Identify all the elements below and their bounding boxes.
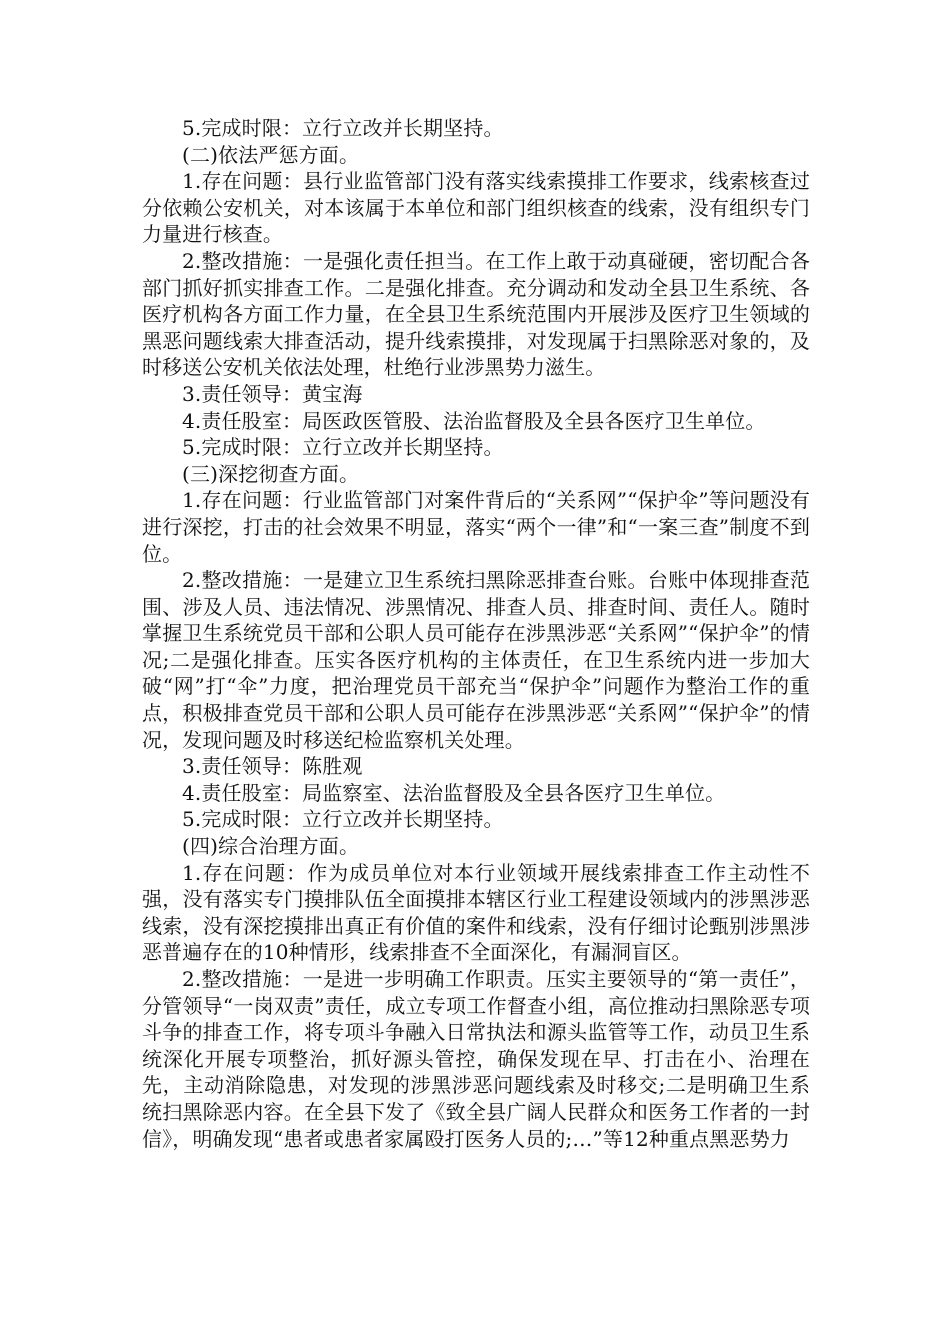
problem-item: 1.存在问题：作为成员单位对本行业领域开展线索排查工作主动性不强，没有落实专门摸排队伍全面摸排本辖区行业工程建设领域内的涉黑涉恶线索，没有深挖摸排出真正有价值的案件和线索，没有仔细讨论甄别涉黑涉恶普遍存在的10种情形，线索排查不全面深化，有漏洞盲区。 [142,860,810,965]
deadline-item: 5.完成时限：立行立改并长期坚持。 [182,807,504,832]
leader-item: 3.责任领导：黄宝海 [182,381,363,406]
measures-item: 2.整改措施：一是进一步明确工作职责。压实主要领导的“第一责任”，分管领导“一岗双责”责任，成立专项工作督查小组，高位推动扫黑除恶专项斗争的排查工作，将专项斗争融入日常执法和源头监管等工作，动员卫生系统深化开展专项整治，抓好源头管控，确保发现在早、打击在小、治理在先，主动消除隐患，对发现的涉黑涉恶问题线索及时移交;二是明确卫生系统扫黑除恶内容。在全县下发了《致全县广阔人民群众和医务工作者的一封信》，明确发现“患者或患者家属殴打医务人员的;…”等12种重点黑恶势力 [142,967,810,1151]
deadline-item: 5.完成时限：立行立改并长期坚持。 [182,435,504,460]
department-item: 4.责任股室：局医政医管股、法治监督股及全县各医疗卫生单位。 [182,408,766,433]
document-body [142,115,810,1152]
section-heading-strict-punishment: (二)依法严惩方面。 [182,142,360,167]
problem-item: 1.存在问题：县行业监管部门没有落实线索摸排工作要求，线索核查过分依赖公安机关，对本该属于本单位和部门组织核查的线索，没有组织专门力量进行核查。 [142,169,810,247]
measures-item: 2.整改措施：一是建立卫生系统扫黑除恶排查台账。台账中体现排查范围、涉及人员、违法情况、涉黑情况、排查人员、排查时间、责任人。随时掌握卫生系统党员干部和公职人员可能存在涉黑涉恶“关系网”“保护伞”的情况;二是强化排查。压实各医疗机构的主体责任，在卫生系统内进一步加大破“网”打“伞”力度，把治理党员干部充当“保护伞”问题作为整治工作的重点，积极排查党员干部和公职人员可能存在涉黑涉恶“关系网”“保护伞”的情况，发现问题及时移送纪检监察机关处理。 [142,568,810,752]
leader-item: 3.责任领导：陈胜观 [182,754,363,779]
measures-item: 2.整改措施：一是强化责任担当。在工作上敢于动真碰硬，密切配合各部门抓好抓实排查工作。二是强化排查。充分调动和发动全县卫生系统、各医疗机构各方面工作力量，在全县卫生系统范围内开展涉及医疗卫生领域的黑恶问题线索大排查活动，提升线索摸排，对发现属于扫黑除恶对象的，及时移送公安机关依法处理，杜绝行业涉黑势力滋生。 [142,248,810,380]
deadline-item: 5.完成时限：立行立改并长期坚持。 [182,116,504,140]
section-heading-comprehensive-governance: (四)综合治理方面。 [182,834,360,859]
section-heading-deep-investigation: (三)深挖彻查方面。 [182,461,360,486]
department-item: 4.责任股室：局监察室、法治监督股及全县各医疗卫生单位。 [182,780,726,805]
problem-item: 1.存在问题：行业监管部门对案件背后的“关系网”“保护伞”等问题没有进行深挖，打击的社会效果不明显，落实“两个一律”和“一案三查”制度不到位。 [142,488,810,566]
